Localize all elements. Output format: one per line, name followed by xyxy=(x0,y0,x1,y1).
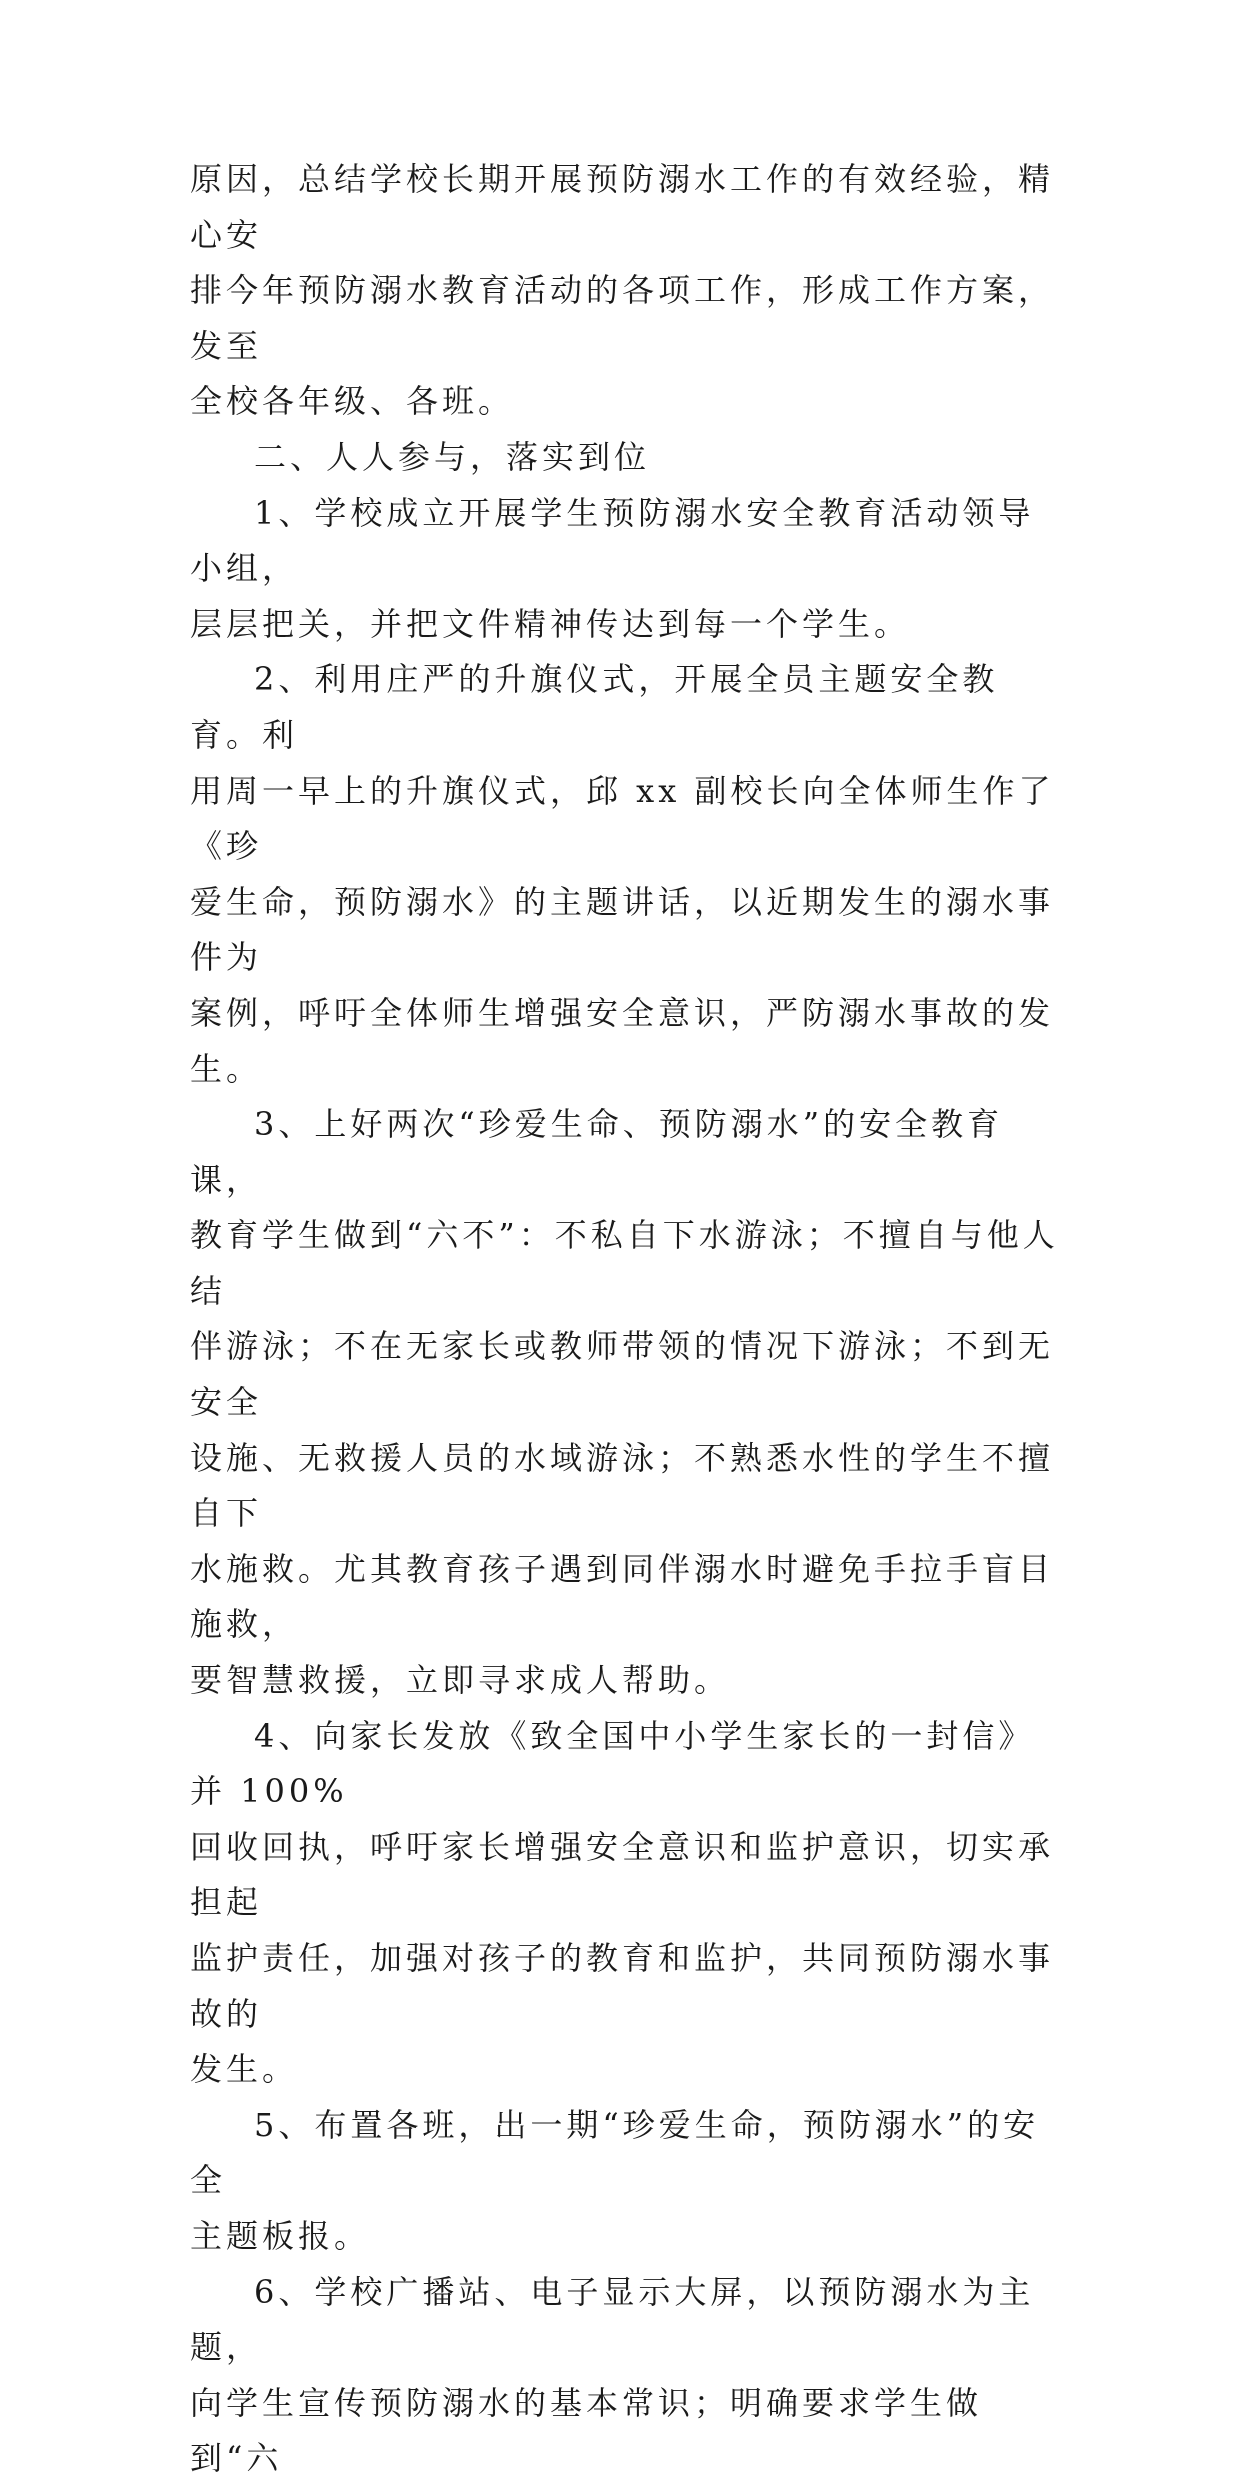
paragraph-line: 要智慧救援，立即寻求成人帮助。 xyxy=(190,1661,731,1700)
paragraph-line: 6、学校广播站、电子显示大屏，以预防溺水为主题， xyxy=(190,2272,1035,2367)
paragraph-line: 发生。 xyxy=(190,2050,299,2089)
paragraph-line: 1、学校成立开展学生预防溺水安全教育活动领导小组， xyxy=(190,493,1035,588)
paragraph-line: 二、人人参与，落实到位 xyxy=(254,437,651,476)
paragraph-line: 设施、无救援人员的水域游泳；不熟悉水性的学生不擅自下 xyxy=(190,1438,1055,1533)
paragraph-line: 原因，总结学校长期开展预防溺水工作的有效经验，精心安 xyxy=(190,160,1055,254)
paragraph-line: 教育学生做到“六不”：不私自下水游泳；不擅自与他人结 xyxy=(190,1216,1059,1310)
paragraph-line: 伴游泳；不在无家长或教师带领的情况下游泳；不到无安全 xyxy=(190,1327,1055,1422)
paragraph-line: 爱生命，预防溺水》的主题讲话，以近期发生的溺水事件为 xyxy=(190,882,1055,977)
paragraph-line: 全校各年级、各班。 xyxy=(190,382,515,421)
paragraph-line: 4、向家长发放《致全国中小学生家长的一封信》并 100% xyxy=(190,1716,1035,1811)
paragraph-line: 层层把关，并把文件精神传达到每一个学生。 xyxy=(190,604,911,643)
paragraph-line: 案例，呼吁全体师生增强安全意识，严防溺水事故的发生。 xyxy=(190,993,1055,1088)
paragraph-line: 2、利用庄严的升旗仪式，开展全员主题安全教育。利 xyxy=(190,660,999,754)
paragraph-line: 用周一早上的升旗仪式，邱 xx 副校长向全体师生作了《珍 xyxy=(190,771,1055,866)
paragraph-line: 向学生宣传预防溺水的基本常识；明确要求学生做到“六 xyxy=(190,2383,983,2478)
paragraph-line: 监护责任，加强对孩子的教育和监护，共同预防溺水事故的 xyxy=(190,1939,1055,2033)
paragraph-line: 3、上好两次“珍爱生命、预防溺水”的安全教育课， xyxy=(190,1105,1004,1199)
paragraph-line: 排今年预防溺水教育活动的各项工作，形成工作方案，发至 xyxy=(190,271,1055,365)
document-body xyxy=(190,152,1060,2487)
paragraph-line: 主题板报。 xyxy=(190,2216,371,2255)
paragraph-line: 回收回执，呼吁家长增强安全意识和监护意识，切实承担起 xyxy=(190,1827,1055,1922)
paragraph-line: 水施救。尤其教育孩子遇到同伴溺水时避免手拉手盲目施救， xyxy=(190,1549,1055,1644)
paragraph-line: 5、布置各班，出一期“珍爱生命，预防溺水”的安全 xyxy=(190,2105,1040,2200)
